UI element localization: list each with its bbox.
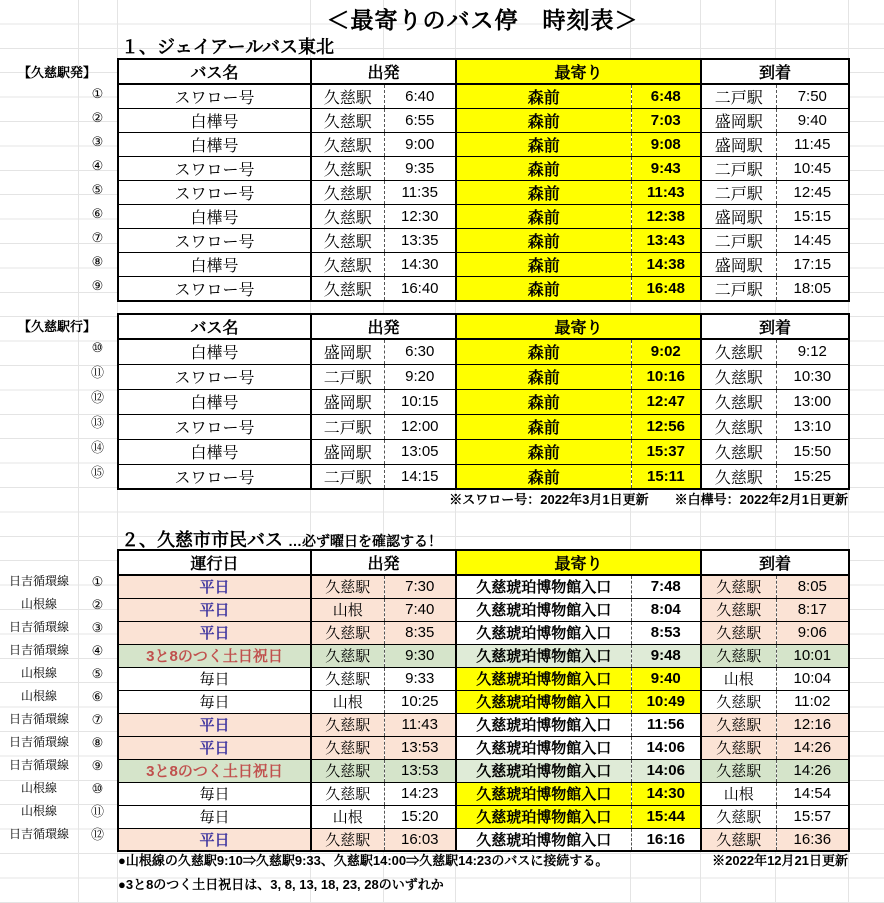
departure-time-cell: 14:30 xyxy=(384,253,456,277)
arrival-station-cell: 久慈駅 xyxy=(701,736,776,759)
nearest-time-cell: 14:30 xyxy=(631,782,701,805)
departure-station-cell: 久慈駅 xyxy=(311,759,384,782)
nearest-stop-cell: 久慈琥珀博物館入口 xyxy=(456,575,631,598)
departure-time-cell: 13:35 xyxy=(384,229,456,253)
arrival-time-cell: 8:17 xyxy=(776,598,849,621)
departure-station-cell: 盛岡駅 xyxy=(311,339,384,364)
col-header-operating-day: 運行日 xyxy=(118,550,311,575)
nearest-stop-cell: 久慈琥珀博物館入口 xyxy=(456,805,631,828)
table-row xyxy=(118,84,849,109)
nearest-time-cell: 10:49 xyxy=(631,690,701,713)
line-name: 日吉循環線 xyxy=(8,643,69,657)
operating-day-cell: 平日 xyxy=(118,621,311,644)
line-name: 日吉循環線 xyxy=(8,620,69,634)
arrival-time-cell: 15:57 xyxy=(776,805,849,828)
departure-time-cell: 9:35 xyxy=(384,157,456,181)
departure-time-cell: 15:20 xyxy=(384,805,456,828)
line-name: 山根線 xyxy=(20,689,57,703)
arrival-time-cell: 11:02 xyxy=(776,690,849,713)
table-row xyxy=(118,229,849,253)
table-row xyxy=(118,277,849,302)
row-number: ⑪ xyxy=(90,804,104,819)
arrival-time-cell: 9:12 xyxy=(776,339,849,364)
departure-station-cell: 山根 xyxy=(311,598,384,621)
arrival-time-cell: 9:06 xyxy=(776,621,849,644)
nearest-time-cell: 11:43 xyxy=(631,181,701,205)
nearest-time-cell: 6:48 xyxy=(631,84,701,109)
nearest-time-cell: 14:06 xyxy=(631,759,701,782)
nearest-time-cell: 12:47 xyxy=(631,389,701,414)
row-number-rail xyxy=(78,335,117,485)
row-number: ⑬ xyxy=(90,415,104,430)
nearest-stop-cell: 久慈琥珀博物館入口 xyxy=(456,644,631,667)
row-number: ⑪ xyxy=(90,365,104,380)
arrival-station-cell: 久慈駅 xyxy=(701,575,776,598)
departure-time-cell: 9:20 xyxy=(384,364,456,389)
departure-time-cell: 16:03 xyxy=(384,828,456,851)
departure-station-cell: 久慈駅 xyxy=(311,133,384,157)
departure-station-cell: 久慈駅 xyxy=(311,575,384,598)
line-name: 日吉循環線 xyxy=(8,735,69,749)
arrival-station-cell: 久慈駅 xyxy=(701,364,776,389)
departure-station-cell: 久慈駅 xyxy=(311,84,384,109)
table-row xyxy=(118,782,849,805)
arrival-station-cell: 二戸駅 xyxy=(701,181,776,205)
arrival-time-cell: 14:26 xyxy=(776,759,849,782)
departure-station-cell: 久慈駅 xyxy=(311,109,384,133)
col-header-nearest: 最寄り xyxy=(456,59,701,84)
departure-time-cell: 10:15 xyxy=(384,389,456,414)
bus-name-cell: 白樺号 xyxy=(118,439,311,464)
arrival-time-cell: 14:26 xyxy=(776,736,849,759)
nearest-time-cell: 9:43 xyxy=(631,157,701,181)
row-number: ⑧ xyxy=(91,254,104,269)
row-number: ⑮ xyxy=(90,465,104,480)
nearest-time-cell: 7:48 xyxy=(631,575,701,598)
arrival-station-cell: 久慈駅 xyxy=(701,414,776,439)
bus-name-cell: スワロー号 xyxy=(118,229,311,253)
special-days-note: ●3と8のつく土日祝日は、3, 8, 13, 18, 23, 28のいずれか xyxy=(118,877,444,892)
nearest-stop-cell: 森前 xyxy=(456,84,631,109)
jr-return-table xyxy=(117,313,850,490)
table-row xyxy=(118,828,849,851)
row-number: ④ xyxy=(91,158,104,173)
nearest-time-cell: 9:40 xyxy=(631,667,701,690)
operating-day-cell: 毎日 xyxy=(118,782,311,805)
arrival-station-cell: 久慈駅 xyxy=(701,644,776,667)
section2-heading xyxy=(121,526,442,552)
arrival-time-cell: 17:15 xyxy=(776,253,849,277)
line-name: 日吉循環線 xyxy=(8,574,69,588)
arrival-station-cell: 久慈駅 xyxy=(701,464,776,489)
table-row xyxy=(118,805,849,828)
nearest-stop-cell: 久慈琥珀博物館入口 xyxy=(456,690,631,713)
table-row xyxy=(118,690,849,713)
line-name: 山根線 xyxy=(20,666,57,680)
line-name: 日吉循環線 xyxy=(8,758,69,772)
nearest-stop-cell: 森前 xyxy=(456,133,631,157)
bus-name-cell: スワロー号 xyxy=(118,181,311,205)
table-row xyxy=(118,644,849,667)
departure-station-cell: 久慈駅 xyxy=(311,157,384,181)
departure-time-cell: 7:40 xyxy=(384,598,456,621)
nearest-time-cell: 7:03 xyxy=(631,109,701,133)
table-row xyxy=(118,439,849,464)
departure-station-cell: 盛岡駅 xyxy=(311,389,384,414)
arrival-time-cell: 13:10 xyxy=(776,414,849,439)
departure-station-cell: 二戸駅 xyxy=(311,464,384,489)
operating-day-cell: 3と8のつく土日祝日 xyxy=(118,644,311,667)
departure-time-cell: 9:30 xyxy=(384,644,456,667)
arrival-time-cell: 15:25 xyxy=(776,464,849,489)
row-number-rail xyxy=(78,82,117,298)
departure-time-cell: 12:30 xyxy=(384,205,456,229)
arrival-time-cell: 16:36 xyxy=(776,828,849,851)
operating-day-cell: 平日 xyxy=(118,713,311,736)
arrival-station-cell: 久慈駅 xyxy=(701,598,776,621)
departure-station-cell: 久慈駅 xyxy=(311,713,384,736)
col-header-bus-name: バス名 xyxy=(118,314,311,339)
arrival-station-cell: 盛岡駅 xyxy=(701,253,776,277)
nearest-stop-cell: 森前 xyxy=(456,339,631,364)
nearest-stop-cell: 森前 xyxy=(456,389,631,414)
col-header-nearest: 最寄り xyxy=(456,314,701,339)
arrival-time-cell: 15:15 xyxy=(776,205,849,229)
row-number: ③ xyxy=(91,134,104,149)
bus-name-cell: スワロー号 xyxy=(118,277,311,302)
departure-station-cell: 久慈駅 xyxy=(311,181,384,205)
header-row xyxy=(118,59,849,84)
arrival-station-cell: 二戸駅 xyxy=(701,157,776,181)
bus-name-cell: 白樺号 xyxy=(118,109,311,133)
nearest-stop-cell: 森前 xyxy=(456,205,631,229)
col-header-departure: 出発 xyxy=(311,59,456,84)
table-row xyxy=(118,339,849,364)
departure-time-cell: 11:35 xyxy=(384,181,456,205)
bus-name-cell: スワロー号 xyxy=(118,414,311,439)
line-name: 日吉循環線 xyxy=(8,712,69,726)
departure-station-cell: 二戸駅 xyxy=(311,364,384,389)
jr-update-note: ※スワロー号：2022年3月1日更新 ※白樺号：2022年2月1日更新 xyxy=(449,492,848,507)
departure-station-cell: 久慈駅 xyxy=(311,644,384,667)
line-name: 山根線 xyxy=(20,781,57,795)
arrival-time-cell: 10:04 xyxy=(776,667,849,690)
table-row xyxy=(118,389,849,414)
nearest-stop-cell: 森前 xyxy=(456,277,631,302)
section1-heading: １、ジェイアールバス東北 xyxy=(121,37,334,57)
header-row xyxy=(118,314,849,339)
nearest-stop-cell: 久慈琥珀博物館入口 xyxy=(456,713,631,736)
row-number: ⑥ xyxy=(91,206,104,221)
arrival-time-cell: 7:50 xyxy=(776,84,849,109)
nearest-time-cell: 10:16 xyxy=(631,364,701,389)
col-header-arrival: 到着 xyxy=(701,550,849,575)
arrival-time-cell: 11:45 xyxy=(776,133,849,157)
nearest-time-cell: 14:38 xyxy=(631,253,701,277)
row-number: ⑥ xyxy=(91,689,104,704)
to-kuji-label: 【久慈駅行】 xyxy=(17,319,96,334)
arrival-station-cell: 二戸駅 xyxy=(701,277,776,302)
arrival-station-cell: 久慈駅 xyxy=(701,690,776,713)
departure-time-cell: 9:00 xyxy=(384,133,456,157)
nearest-time-cell: 9:08 xyxy=(631,133,701,157)
departure-time-cell: 6:40 xyxy=(384,84,456,109)
arrival-station-cell: 久慈駅 xyxy=(701,339,776,364)
bus-name-cell: 白樺号 xyxy=(118,133,311,157)
row-number-rail xyxy=(78,570,117,846)
line-name-rail xyxy=(0,570,78,846)
table-row xyxy=(118,759,849,782)
row-number: ⑨ xyxy=(91,278,104,293)
nearest-time-cell: 8:04 xyxy=(631,598,701,621)
table-row xyxy=(118,713,849,736)
departure-station-cell: 久慈駅 xyxy=(311,736,384,759)
nearest-time-cell: 15:44 xyxy=(631,805,701,828)
arrival-station-cell: 山根 xyxy=(701,667,776,690)
bus-name-cell: スワロー号 xyxy=(118,364,311,389)
arrival-station-cell: 久慈駅 xyxy=(701,759,776,782)
jr-depart-table xyxy=(117,58,850,302)
table-row xyxy=(118,667,849,690)
departure-station-cell: 久慈駅 xyxy=(311,277,384,302)
nearest-stop-cell: 森前 xyxy=(456,157,631,181)
nearest-stop-cell: 久慈琥珀博物館入口 xyxy=(456,598,631,621)
row-number: ⑤ xyxy=(91,666,104,681)
nearest-stop-cell: 森前 xyxy=(456,464,631,489)
table-row xyxy=(118,364,849,389)
arrival-time-cell: 10:30 xyxy=(776,364,849,389)
section2-heading-warning: …必ず曜日を確認する！ xyxy=(288,533,443,549)
row-number: ⑦ xyxy=(91,712,104,727)
departure-time-cell: 14:15 xyxy=(384,464,456,489)
departure-station-cell: 久慈駅 xyxy=(311,205,384,229)
col-header-arrival: 到着 xyxy=(701,59,849,84)
departure-time-cell: 9:33 xyxy=(384,667,456,690)
nearest-stop-cell: 森前 xyxy=(456,229,631,253)
nearest-stop-cell: 森前 xyxy=(456,414,631,439)
arrival-station-cell: 久慈駅 xyxy=(701,805,776,828)
row-number: ① xyxy=(91,86,104,101)
arrival-time-cell: 15:50 xyxy=(776,439,849,464)
arrival-station-cell: 山根 xyxy=(701,782,776,805)
col-header-arrival: 到着 xyxy=(701,314,849,339)
table-row xyxy=(118,598,849,621)
nearest-stop-cell: 森前 xyxy=(456,253,631,277)
page-title: ＜最寄りのバス停 時刻表＞ xyxy=(326,7,639,33)
arrival-station-cell: 久慈駅 xyxy=(701,828,776,851)
departure-station-cell: 久慈駅 xyxy=(311,621,384,644)
table-row xyxy=(118,621,849,644)
row-number: ③ xyxy=(91,620,104,635)
operating-day-cell: 平日 xyxy=(118,575,311,598)
arrival-time-cell: 14:54 xyxy=(776,782,849,805)
departure-time-cell: 13:05 xyxy=(384,439,456,464)
nearest-time-cell: 12:38 xyxy=(631,205,701,229)
departure-station-cell: 久慈駅 xyxy=(311,229,384,253)
nearest-stop-cell: 久慈琥珀博物館入口 xyxy=(456,759,631,782)
header-row xyxy=(118,550,849,575)
row-number: ② xyxy=(91,597,104,612)
operating-day-cell: 毎日 xyxy=(118,690,311,713)
line-name: 山根線 xyxy=(20,804,57,818)
bus-name-cell: スワロー号 xyxy=(118,157,311,181)
departure-station-cell: 二戸駅 xyxy=(311,414,384,439)
nearest-stop-cell: 森前 xyxy=(456,439,631,464)
arrival-time-cell: 10:01 xyxy=(776,644,849,667)
arrival-time-cell: 12:16 xyxy=(776,713,849,736)
nearest-stop-cell: 森前 xyxy=(456,181,631,205)
operating-day-cell: 平日 xyxy=(118,598,311,621)
col-header-bus-name: バス名 xyxy=(118,59,311,84)
departure-time-cell: 10:25 xyxy=(384,690,456,713)
citizen-update-note: ※2022年12月21日更新 xyxy=(712,853,848,868)
row-number: ⑨ xyxy=(91,758,104,773)
row-number: ⑫ xyxy=(90,390,104,405)
nearest-time-cell: 16:16 xyxy=(631,828,701,851)
line-name: 山根線 xyxy=(20,597,57,611)
nearest-time-cell: 8:53 xyxy=(631,621,701,644)
operating-day-cell: 3と8のつく土日祝日 xyxy=(118,759,311,782)
nearest-time-cell: 13:43 xyxy=(631,229,701,253)
operating-day-cell: 平日 xyxy=(118,736,311,759)
arrival-station-cell: 久慈駅 xyxy=(701,439,776,464)
nearest-time-cell: 9:48 xyxy=(631,644,701,667)
nearest-stop-cell: 久慈琥珀博物館入口 xyxy=(456,736,631,759)
departure-station-cell: 山根 xyxy=(311,690,384,713)
arrival-time-cell: 9:40 xyxy=(776,109,849,133)
citizen-bus-table xyxy=(117,549,850,852)
connection-note: ●山根線の久慈駅9:10⇒久慈駅9:33、久慈駅14:00⇒久慈駅14:23のバスに接続する。 xyxy=(118,853,609,868)
departure-station-cell: 山根 xyxy=(311,805,384,828)
citizen-bus-note-row xyxy=(118,850,848,869)
bus-name-cell: 白樺号 xyxy=(118,389,311,414)
arrival-time-cell: 18:05 xyxy=(776,277,849,302)
row-number: ⑤ xyxy=(91,182,104,197)
row-number: ④ xyxy=(91,643,104,658)
row-number: ⑩ xyxy=(91,340,104,355)
departure-time-cell: 12:00 xyxy=(384,414,456,439)
nearest-stop-cell: 久慈琥珀博物館入口 xyxy=(456,621,631,644)
arrival-station-cell: 盛岡駅 xyxy=(701,205,776,229)
nearest-stop-cell: 森前 xyxy=(456,364,631,389)
row-number: ⑭ xyxy=(90,440,104,455)
departure-station-cell: 久慈駅 xyxy=(311,667,384,690)
table-row xyxy=(118,133,849,157)
table-row xyxy=(118,181,849,205)
operating-day-cell: 毎日 xyxy=(118,805,311,828)
departure-time-cell: 7:30 xyxy=(384,575,456,598)
row-number: ② xyxy=(91,110,104,125)
row-number: ⑫ xyxy=(90,827,104,842)
table-row xyxy=(118,253,849,277)
bus-name-cell: 白樺号 xyxy=(118,339,311,364)
arrival-time-cell: 13:00 xyxy=(776,389,849,414)
row-number: ⑩ xyxy=(91,781,104,796)
departure-station-cell: 盛岡駅 xyxy=(311,439,384,464)
arrival-station-cell: 久慈駅 xyxy=(701,621,776,644)
nearest-time-cell: 9:02 xyxy=(631,339,701,364)
table-row xyxy=(118,464,849,489)
row-number: ⑦ xyxy=(91,230,104,245)
nearest-stop-cell: 久慈琥珀博物館入口 xyxy=(456,667,631,690)
col-header-departure: 出発 xyxy=(311,314,456,339)
departure-station-cell: 久慈駅 xyxy=(311,828,384,851)
departure-time-cell: 6:55 xyxy=(384,109,456,133)
operating-day-cell: 平日 xyxy=(118,828,311,851)
nearest-time-cell: 15:37 xyxy=(631,439,701,464)
bus-name-cell: 白樺号 xyxy=(118,253,311,277)
nearest-time-cell: 11:56 xyxy=(631,713,701,736)
arrival-station-cell: 二戸駅 xyxy=(701,84,776,109)
departure-station-cell: 久慈駅 xyxy=(311,253,384,277)
bus-name-cell: スワロー号 xyxy=(118,464,311,489)
table-row xyxy=(118,109,849,133)
table-row xyxy=(118,575,849,598)
table-row xyxy=(118,414,849,439)
arrival-time-cell: 14:45 xyxy=(776,229,849,253)
departure-time-cell: 16:40 xyxy=(384,277,456,302)
nearest-time-cell: 15:11 xyxy=(631,464,701,489)
section2-heading-main: ２、久慈市市民バス xyxy=(121,530,283,550)
table-row xyxy=(118,736,849,759)
nearest-time-cell: 14:06 xyxy=(631,736,701,759)
nearest-stop-cell: 久慈琥珀博物館入口 xyxy=(456,782,631,805)
arrival-time-cell: 10:45 xyxy=(776,157,849,181)
arrival-station-cell: 盛岡駅 xyxy=(701,109,776,133)
table-row xyxy=(118,157,849,181)
row-number: ① xyxy=(91,574,104,589)
arrival-station-cell: 二戸駅 xyxy=(701,229,776,253)
arrival-station-cell: 盛岡駅 xyxy=(701,133,776,157)
operating-day-cell: 毎日 xyxy=(118,667,311,690)
col-header-departure: 出発 xyxy=(311,550,456,575)
departure-time-cell: 11:43 xyxy=(384,713,456,736)
bus-name-cell: スワロー号 xyxy=(118,84,311,109)
departure-time-cell: 8:35 xyxy=(384,621,456,644)
departure-station-cell: 久慈駅 xyxy=(311,782,384,805)
nearest-stop-cell: 森前 xyxy=(456,109,631,133)
nearest-time-cell: 16:48 xyxy=(631,277,701,302)
arrival-station-cell: 久慈駅 xyxy=(701,713,776,736)
col-header-nearest: 最寄り xyxy=(456,550,701,575)
bus-name-cell: 白樺号 xyxy=(118,205,311,229)
departure-time-cell: 13:53 xyxy=(384,736,456,759)
arrival-station-cell: 久慈駅 xyxy=(701,389,776,414)
row-number: ⑧ xyxy=(91,735,104,750)
nearest-time-cell: 12:56 xyxy=(631,414,701,439)
arrival-time-cell: 12:45 xyxy=(776,181,849,205)
departure-time-cell: 6:30 xyxy=(384,339,456,364)
table-row xyxy=(118,205,849,229)
departure-time-cell: 13:53 xyxy=(384,759,456,782)
departure-time-cell: 14:23 xyxy=(384,782,456,805)
nearest-stop-cell: 久慈琥珀博物館入口 xyxy=(456,828,631,851)
arrival-time-cell: 8:05 xyxy=(776,575,849,598)
line-name: 日吉循環線 xyxy=(8,827,69,841)
depart-from-kuji-label: 【久慈駅発】 xyxy=(17,65,96,80)
